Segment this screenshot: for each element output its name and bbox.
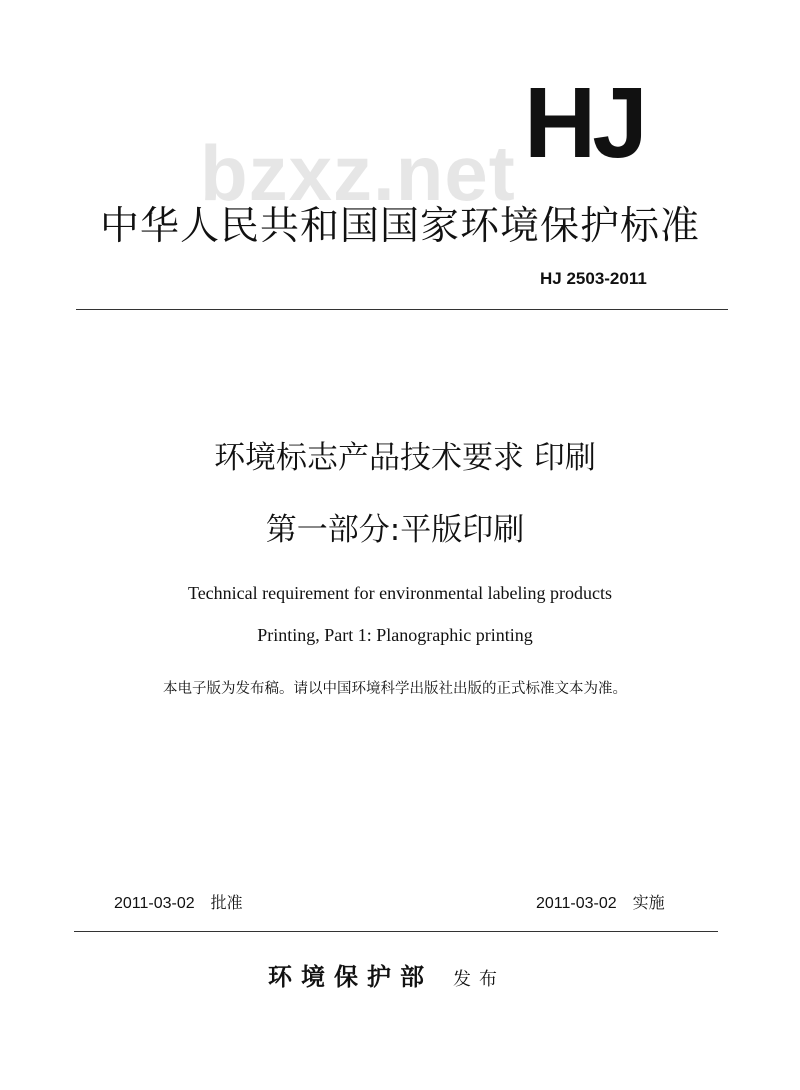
national-standard-title: 中华人民共和国国家环境保护标准	[99, 204, 700, 249]
implementation-date-block	[536, 890, 736, 916]
top-divider	[76, 309, 728, 310]
standard-number: HJ 2503-2011	[540, 269, 647, 288]
english-title-line-1: Technical requirement for environmental labeling products	[187, 583, 613, 603]
approval-date: 2011-03-02	[114, 895, 195, 912]
approval-date-block	[114, 890, 314, 916]
implementation-date: 2011-03-02	[536, 895, 617, 912]
english-title-line-2: Printing, Part 1: Planographic printing	[257, 625, 533, 645]
chinese-title-line-2: 第一部分:平版印刷	[265, 512, 525, 548]
hj-logo: HJ	[524, 67, 644, 179]
chinese-title-line-1: 环境标志产品技术要求 印刷	[214, 440, 596, 476]
issuer-block	[268, 958, 538, 996]
bottom-divider	[74, 931, 718, 932]
electronic-version-note: 本电子版为发布稿。请以中国环境科学出版社出版的正式标准文本为准。	[163, 681, 627, 697]
implementation-label: 实施	[632, 893, 665, 912]
watermark-text: bzxz.net	[200, 129, 516, 217]
issuer-name: 环境保护部	[268, 963, 433, 991]
issuer-action: 发布	[453, 969, 505, 990]
approval-label: 批准	[210, 893, 243, 912]
